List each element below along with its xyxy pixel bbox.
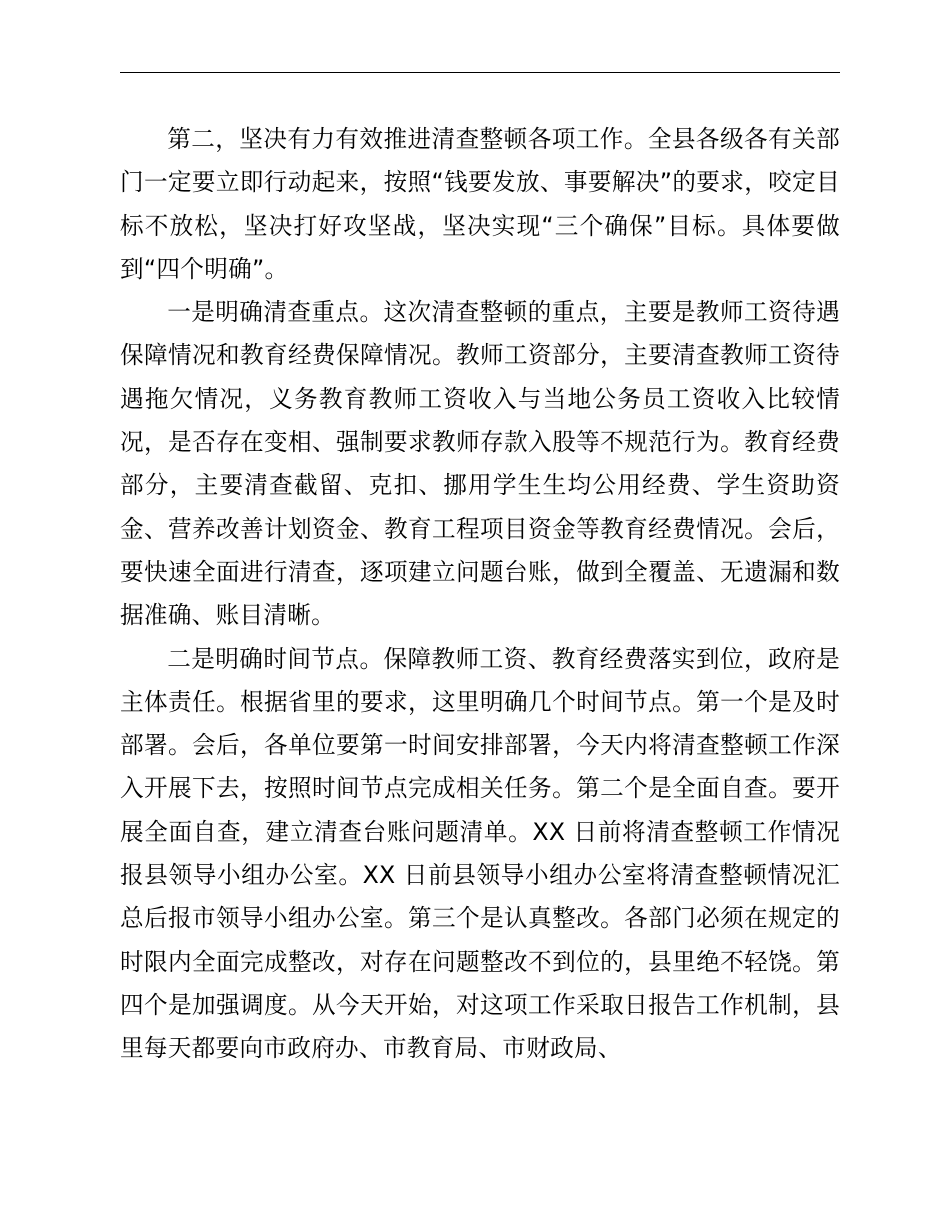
- paragraph-second-measure: 第二，坚决有力有效推进清查整顿各项工作。全县各级各有关部门一定要立即行动起来，按照“钱要发放、事要解决”的要求，咬定目标不放松，坚决打好攻坚战，坚决实现“三个确保”目标。具体要做到“四个明确”。: [120, 125, 840, 283]
- document-body: [120, 118, 840, 1071]
- paragraph-inspection-focus: 一是明确清查重点。这次清查整顿的重点，主要是教师工资待遇保障情况和教育经费保障情况。教师工资部分，主要清查教师工资待遇拖欠情况，义务教育教师工资收入与当地公务员工资收入比较情况，是否存在变相、强制要求教师存款入股等不规范行为。教育经费部分，主要清查截留、克扣、挪用学生生均公用经费、学生资助资金、营养改善计划资金、教育工程项目资金等教育经费情况。会后，要快速全面进行清查，逐项建立问题台账，做到全覆盖、无遗漏和数据准确、账目清晰。: [120, 298, 840, 630]
- header-rule: [120, 72, 840, 73]
- paragraph-time-nodes: 二是明确时间节点。保障教师工资、教育经费落实到位，政府是主体责任。根据省里的要求，这里明确几个时间节点。第一个是及时部署。会后，各单位要第一时间安排部署，今天内将清查整顿工作深入开展下去，按照时间节点完成相关任务。第二个是全面自查。要开展全面自查，建立清查台账问题清单。XX 日前将清查整顿工作情况报县领导小组办公室。XX 日前县领导小组办公室将清查整顿情况汇总后报市领导小组办公室。第三个是认真整改。各部门必须在规定的时限内全面完成整改，对存在问题整改不到位的，县里绝不轻饶。第四个是加强调度。从今天开始，对这项工作采取日报告工作机制，县里每天都要向市政府办、市教育局、市财政局、: [120, 644, 840, 1063]
